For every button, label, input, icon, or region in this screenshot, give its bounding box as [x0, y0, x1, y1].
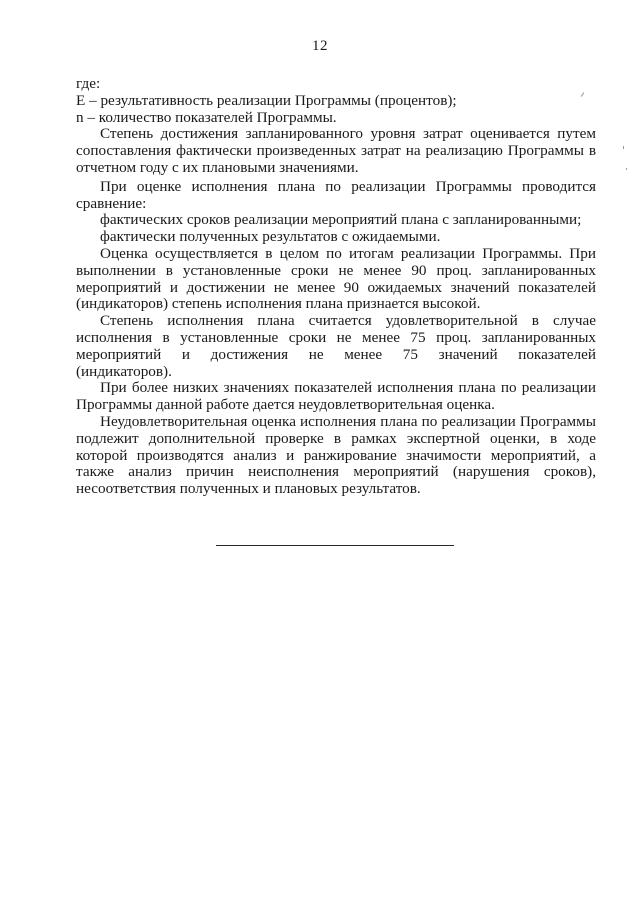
paragraph-line: При более низких значениях показателей исполнения плана по реализации — [100, 379, 596, 397]
paragraph-plan-comparison — [76, 179, 596, 213]
paragraph-satisfactory-rating — [76, 313, 596, 380]
paragraph-line: также анализ причин неисполнения мероприятий (нарушения сроков), — [76, 463, 596, 481]
scan-speck — [626, 168, 627, 170]
comparison-item-deadlines: фактических сроков реализации мероприятий плана с запланированными; — [100, 211, 582, 229]
paragraph-line: Степень исполнения плана считается удовлетворительной в случае — [100, 312, 596, 330]
paragraph-line: мероприятий и достижении не менее 90 ожидаемых значений показателей — [76, 278, 596, 296]
paragraph-line: исполнения в установленные сроки не менее 75 проц. запланированных — [76, 328, 596, 346]
scan-speck — [623, 146, 624, 149]
definition-n: n – количество показателей Программы. — [76, 108, 337, 126]
paragraph-line: (индикаторов). — [76, 362, 172, 380]
paragraph-line: Неудовлетворительная оценка исполнения плана по реализации Программы — [100, 412, 596, 430]
paragraph-line: выполнении в установленные сроки не менее 90 проц. запланированных — [76, 261, 596, 279]
paragraph-line: отчетном году с их плановыми значениями. — [76, 158, 359, 176]
paragraph-additional-review — [76, 414, 596, 498]
paragraph-line: подлежит дополнительной проверке в рамках экспертной оценки, в ходе — [76, 429, 596, 447]
end-divider-line — [216, 545, 454, 546]
body-text — [76, 76, 596, 498]
definition-e: E – результативность реализации Программы (процентов); — [76, 91, 457, 109]
paragraph-cost-assessment — [76, 126, 596, 176]
where-label: где: — [76, 75, 101, 92]
paragraph-line: несоответствия полученных и плановых результатов. — [76, 480, 421, 498]
paragraph-line: сравнение: — [76, 194, 147, 212]
paragraph-line: сопоставления фактически произведенных затрат на реализацию Программы в — [76, 142, 596, 160]
paragraph-line: мероприятий и достижения не менее 75 значений показателей — [76, 345, 596, 363]
page-number: 12 — [312, 38, 328, 54]
paragraph-line: Степень достижения запланированного уровня затрат оценивается путем — [100, 125, 596, 143]
paragraph-line: (индикаторов) степень исполнения плана признается высокой. — [76, 295, 481, 313]
paragraph-line: которой производятся анализ и ранжирование значимости мероприятий, а — [76, 446, 596, 464]
paragraph-line: Программы данной работе дается неудовлетворительная оценка. — [76, 396, 495, 414]
paragraph-line: Оценка осуществляется в целом по итогам реализации Программы. При — [100, 244, 596, 262]
paragraph-line: При оценке исполнения плана по реализации Программы проводится — [100, 177, 596, 195]
comparison-item-results: фактически полученных результатов с ожидаемыми. — [100, 228, 441, 246]
paragraph-unsatisfactory-rating — [76, 380, 596, 414]
paragraph-high-rating — [76, 246, 596, 313]
